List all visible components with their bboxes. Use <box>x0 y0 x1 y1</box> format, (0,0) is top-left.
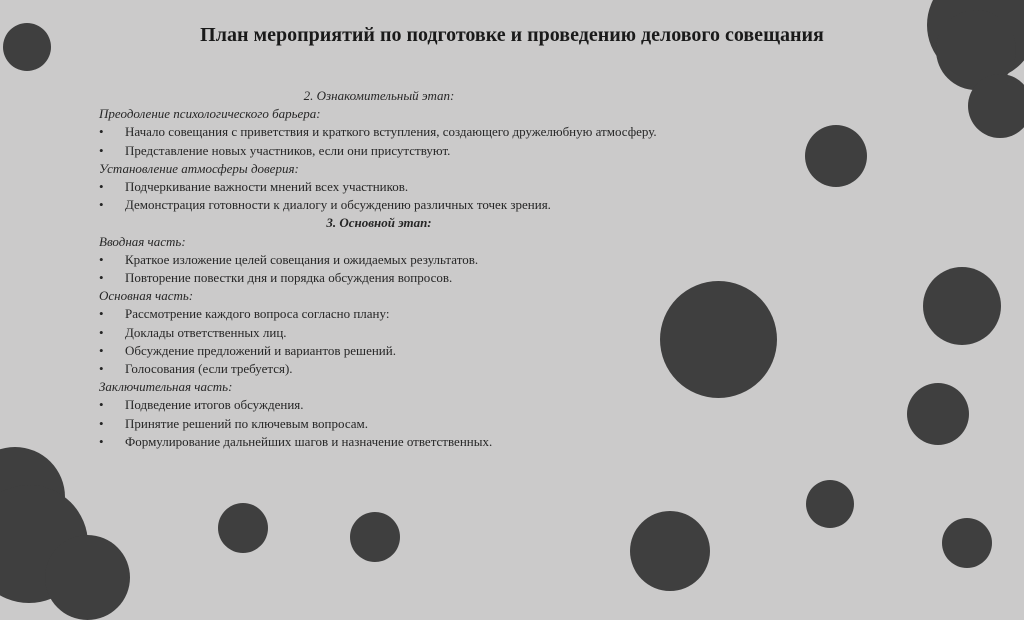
bullet-icon: • <box>99 197 104 213</box>
bullet-icon: • <box>99 124 104 140</box>
bullet-icon: • <box>99 397 104 413</box>
list-item-text: Рассмотрение каждого вопроса согласно плану: <box>125 306 390 322</box>
decor-circle <box>45 535 130 620</box>
list-item <box>99 123 659 141</box>
list-item <box>99 251 659 269</box>
subsection-heading: Установление атмосферы доверия: <box>99 160 299 176</box>
decor-circle <box>923 267 1001 345</box>
bullet-icon: • <box>99 342 104 358</box>
stage-heading: 2. Ознакомительный этап: <box>303 88 455 103</box>
list-item <box>99 396 659 414</box>
decor-circle <box>968 74 1024 138</box>
bullet-icon: • <box>99 306 104 322</box>
list-item <box>99 178 659 196</box>
list-item <box>99 196 659 214</box>
decor-circle <box>942 518 992 568</box>
decor-circle <box>660 281 777 398</box>
bullet-icon: • <box>99 324 104 340</box>
subsection-heading: Заключительная часть: <box>99 379 233 395</box>
bullet-icon: • <box>99 433 104 449</box>
list-item-text: Обсуждение предложений и вариантов решений. <box>125 342 396 358</box>
list-item <box>99 305 659 323</box>
list-item-text: Представление новых участников, если они присутствуют. <box>125 142 451 158</box>
list-item-text: Формулирование дальнейших шагов и назначение ответственных. <box>125 433 493 449</box>
decor-circle <box>630 511 710 591</box>
list-item-text: Повторение повестки дня и порядка обсуждения вопросов. <box>125 270 453 286</box>
decor-circle <box>805 125 867 187</box>
decor-circle <box>907 383 969 445</box>
list-item-text: Краткое изложение целей совещания и ожидаемых результатов. <box>125 251 479 267</box>
bullet-icon: • <box>99 179 104 195</box>
list-item <box>99 342 659 360</box>
slide-title: План мероприятий по подготовке и проведению делового совещания <box>200 24 824 46</box>
list-item-text: Голосования (если требуется). <box>125 361 293 377</box>
plan-content <box>99 87 659 451</box>
list-item <box>99 142 659 160</box>
list-item <box>99 433 659 451</box>
list-item-text: Демонстрация готовности к диалогу и обсуждению различных точек зрения. <box>125 197 551 213</box>
stage-heading: 3. Основной этап: <box>326 215 432 231</box>
decor-circle <box>218 503 268 553</box>
list-item <box>99 360 659 378</box>
list-item <box>99 269 659 287</box>
list-item-text: Начало совещания с приветствия и краткого вступления, создающего дружелюбную атмосферу. <box>125 124 657 140</box>
subsection-heading: Основная часть: <box>99 288 194 304</box>
subsection-heading: Преодоление психологического барьера: <box>99 106 321 122</box>
list-item-text: Принятие решений по ключевым вопросам. <box>125 415 369 431</box>
bullet-icon: • <box>99 270 104 286</box>
decor-circle <box>806 480 854 528</box>
decor-circle <box>350 512 400 562</box>
bullet-icon: • <box>99 361 104 377</box>
list-item-text: Подведение итогов обсуждения. <box>125 397 304 413</box>
list-item-text: Подчеркивание важности мнений всех участников. <box>125 179 409 195</box>
bullet-icon: • <box>99 142 104 158</box>
subsection-heading: Вводная часть: <box>99 233 186 249</box>
bullet-icon: • <box>99 415 104 431</box>
bullet-icon: • <box>99 251 104 267</box>
list-item-text: Доклады ответственных лиц. <box>125 324 287 340</box>
list-item <box>99 324 659 342</box>
list-item <box>99 415 659 433</box>
